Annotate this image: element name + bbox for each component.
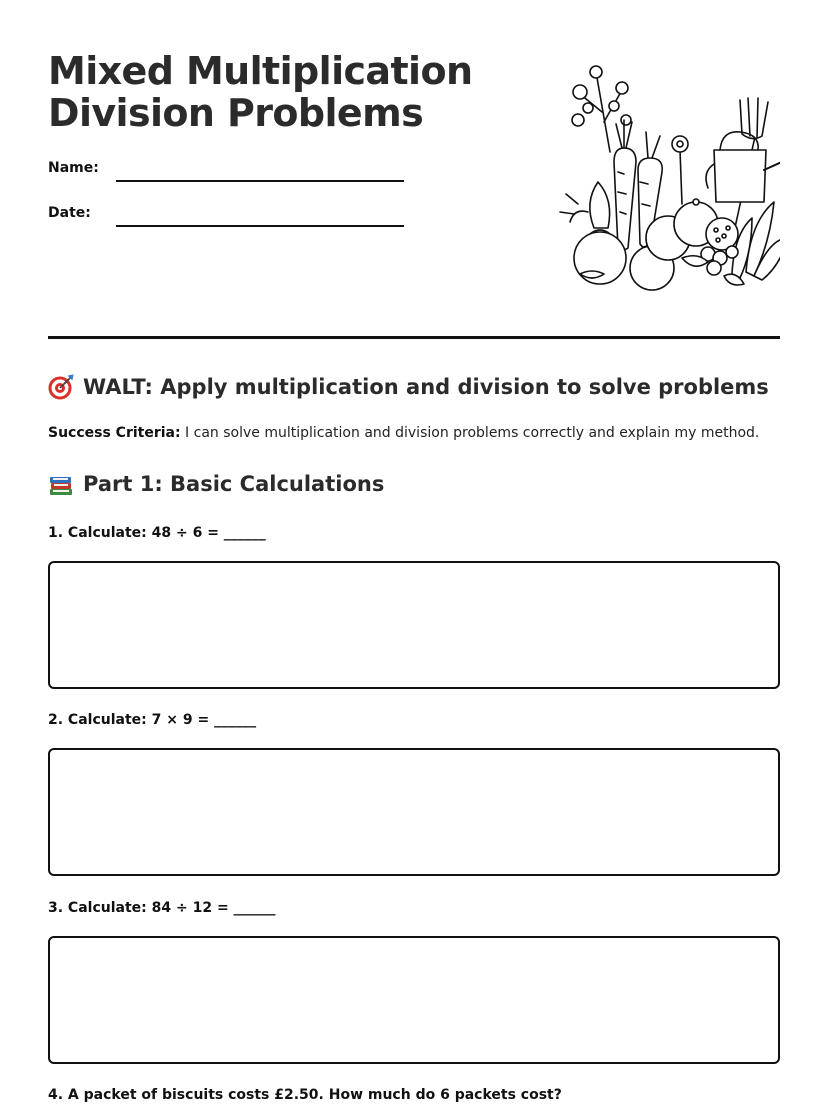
target-icon xyxy=(48,374,74,400)
radish-icon xyxy=(590,182,610,228)
date-label: Date: xyxy=(48,205,91,221)
success-criteria-text: I can solve multiplication and division problems correctly and explain my method. xyxy=(180,425,760,441)
question-1: 1. Calculate: 48 ÷ 6 = ______ xyxy=(48,525,266,541)
watering-can-icon xyxy=(706,132,780,202)
answer-box-2[interactable] xyxy=(48,748,780,876)
part-1-heading xyxy=(48,471,384,497)
walt-heading xyxy=(48,374,769,400)
success-criteria xyxy=(48,425,759,441)
success-criteria-label: Success Criteria: xyxy=(48,425,181,441)
books-icon xyxy=(48,471,74,497)
part-1-heading-text: Part 1: Basic Calculations xyxy=(83,472,385,496)
vegetables-garden-illustration xyxy=(518,62,780,294)
title-line-1: Mixed Multiplication xyxy=(48,49,473,93)
flower-icon xyxy=(672,136,688,204)
name-label: Name: xyxy=(48,160,99,176)
title-line-2: Division Problems xyxy=(48,91,424,135)
question-4: 4. A packet of biscuits costs £2.50. How much do 6 packets cost? xyxy=(48,1087,562,1103)
question-3: 3. Calculate: 84 ÷ 12 = ______ xyxy=(48,900,276,916)
answer-box-3[interactable] xyxy=(48,936,780,1064)
pomegranate-icon xyxy=(706,218,738,250)
worksheet-page xyxy=(48,0,780,1103)
name-line[interactable] xyxy=(116,180,404,182)
worksheet-header xyxy=(48,0,780,338)
worksheet-title xyxy=(48,50,472,134)
walt-text: WALT: Apply multiplication and division to solve problems xyxy=(83,375,769,399)
question-2: 2. Calculate: 7 × 9 = ______ xyxy=(48,712,257,728)
answer-box-1[interactable] xyxy=(48,561,780,689)
header-divider xyxy=(48,336,780,339)
parsley-icon xyxy=(572,66,631,152)
date-line[interactable] xyxy=(116,225,404,227)
